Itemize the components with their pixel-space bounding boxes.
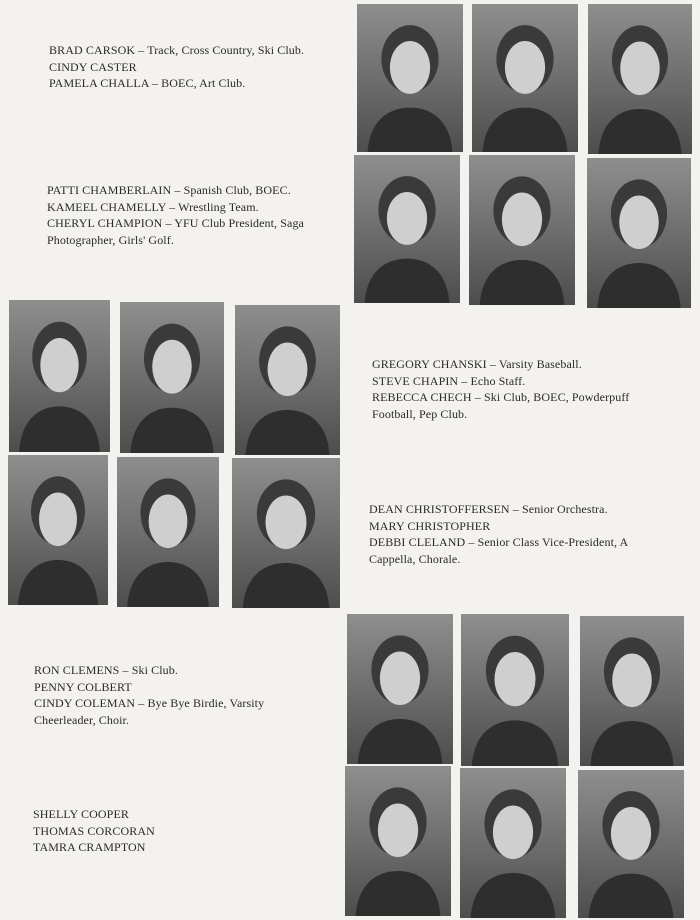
portrait-silhouette (580, 616, 684, 766)
portrait-face (39, 493, 77, 547)
portrait-shoulders (18, 560, 98, 605)
portrait-silhouette (117, 457, 219, 607)
portrait-ron-clemens (347, 614, 453, 764)
portrait-shoulders (365, 259, 450, 303)
portrait-tamra-crampton (578, 770, 684, 918)
caption-block-3 (372, 356, 672, 422)
caption-gregory-chanski: GREGORY CHANSKI – Varsity Baseball. (372, 357, 582, 371)
portrait-rebecca-chech (235, 305, 340, 455)
portrait-shoulders (471, 873, 556, 918)
portrait-silhouette (120, 302, 224, 453)
portrait-gregory-chanski (9, 300, 110, 452)
portrait-steve-chapin (120, 302, 224, 453)
portrait-thomas-corcoran (460, 768, 566, 918)
caption-pamela-challa: PAMELA CHALLA – BOEC, Art Club. (49, 76, 246, 90)
caption-block-2 (47, 182, 337, 248)
portrait-silhouette (469, 155, 575, 305)
portrait-face (612, 654, 652, 708)
portrait-shoulders (368, 108, 453, 152)
portrait-face (152, 340, 192, 394)
portrait-shelly-cooper (345, 766, 451, 916)
portrait-shoulders (19, 406, 100, 452)
portrait-silhouette (232, 458, 340, 608)
portrait-face (149, 495, 188, 549)
portrait-silhouette (587, 158, 691, 308)
portrait-silhouette (357, 4, 463, 152)
portrait-shoulders (246, 410, 330, 455)
portrait-dean-christoffersen (8, 455, 108, 605)
portrait-silhouette (345, 766, 451, 916)
portrait-silhouette (460, 768, 566, 918)
portrait-shoulders (358, 719, 443, 764)
caption-mary-christopher: MARY CHRISTOPHER (369, 518, 491, 533)
caption-patti-chamberlain: PATTI CHAMBERLAIN – Spanish Club, BOEC. (47, 183, 291, 197)
portrait-face (502, 193, 542, 247)
portrait-face (619, 196, 659, 250)
portrait-debbi-cleland (232, 458, 340, 608)
portrait-face (265, 496, 306, 550)
portrait-cindy-coleman (580, 616, 684, 766)
portrait-silhouette (9, 300, 110, 452)
caption-cindy-coleman: CINDY COLEMAN – Bye Bye Birdie, Varsity Cheerleader, Choir. (34, 696, 265, 727)
portrait-shoulders (243, 563, 329, 608)
portrait-penny-colbert (461, 614, 569, 766)
portrait-face (620, 42, 660, 96)
portrait-cheryl-champion (587, 158, 691, 308)
portrait-shoulders (130, 408, 213, 453)
portrait-face (505, 41, 545, 94)
portrait-shoulders (590, 721, 673, 766)
caption-block-5 (34, 662, 319, 728)
portrait-cindy-caster (472, 4, 578, 152)
portrait-silhouette (472, 4, 578, 152)
portrait-shoulders (597, 263, 680, 308)
portrait-silhouette (461, 614, 569, 766)
caption-block-6 (33, 806, 233, 856)
caption-block-1 (49, 42, 349, 92)
caption-shelly-cooper: SHELLY COOPER (33, 807, 129, 821)
caption-cheryl-champion: CHERYL CHAMPION – YFU Club President, Saga Photographer, Girls' Golf. (47, 216, 304, 247)
portrait-shoulders (480, 260, 565, 305)
portrait-silhouette (8, 455, 108, 605)
portrait-silhouette (588, 4, 692, 154)
portrait-shoulders (589, 874, 674, 918)
portrait-face (493, 806, 533, 860)
caption-cindy-caster: CINDY CASTER (49, 59, 137, 74)
portrait-shoulders (483, 108, 568, 152)
caption-thomas-corcoran: THOMAS CORCORAN (33, 823, 155, 838)
portrait-shoulders (472, 720, 558, 766)
caption-tamra-crampton: TAMRA CRAMPTON (33, 840, 146, 854)
caption-debbi-cleland: DEBBI CLELAND – Senior Class Vice-President, A Cappella, Chorale. (369, 535, 628, 566)
portrait-face (378, 804, 418, 858)
portrait-shoulders (127, 562, 209, 607)
portrait-silhouette (347, 614, 453, 764)
portrait-silhouette (578, 770, 684, 918)
caption-kameel-chamelly: KAMEEL CHAMELLY – Wrestling Team. (47, 199, 259, 214)
portrait-silhouette (235, 305, 340, 455)
portrait-face (494, 652, 535, 706)
portrait-face (40, 338, 78, 392)
portrait-silhouette (354, 155, 460, 303)
portrait-patti-chamberlain (354, 155, 460, 303)
caption-dean-christoffersen: DEAN CHRISTOFFERSEN – Senior Orchestra. (369, 502, 608, 516)
caption-penny-colbert: PENNY COLBERT (34, 679, 132, 694)
portrait-mary-christopher (117, 457, 219, 607)
caption-steve-chapin: STEVE CHAPIN – Echo Staff. (372, 373, 526, 388)
portrait-shoulders (598, 109, 681, 154)
portrait-brad-carsok (357, 4, 463, 152)
portrait-face (387, 192, 427, 245)
portrait-face (268, 343, 308, 397)
portrait-face (380, 652, 420, 706)
portrait-shoulders (356, 871, 441, 916)
portrait-face (390, 41, 430, 94)
caption-brad-carsok: BRAD CARSOK – Track, Cross Country, Ski Club. (49, 43, 305, 57)
portrait-face (611, 807, 651, 860)
caption-ron-clemens: RON CLEMENS – Ski Club. (34, 663, 178, 677)
caption-block-4 (369, 501, 669, 567)
portrait-pamela-challa (588, 4, 692, 154)
portrait-kameel-chamelly (469, 155, 575, 305)
caption-rebecca-chech: REBECCA CHECH – Ski Club, BOEC, Powderpuff Football, Pep Club. (372, 390, 630, 421)
